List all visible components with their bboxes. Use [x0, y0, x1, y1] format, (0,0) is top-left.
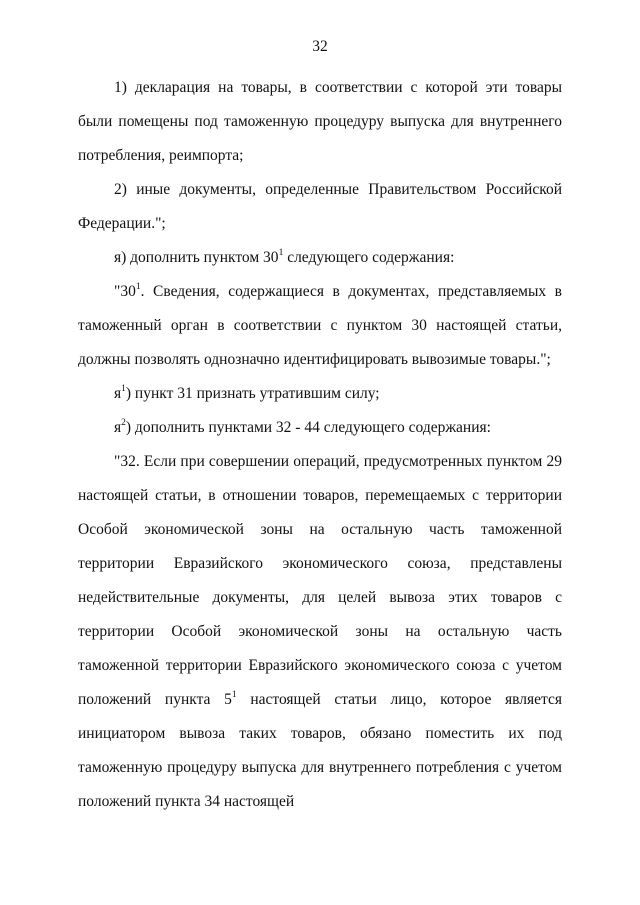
paragraph-clause-32 — [78, 445, 562, 819]
paragraph-text: следующего содержания: — [283, 249, 455, 266]
superscript: 1 — [121, 383, 126, 394]
page-number: 32 — [312, 38, 328, 55]
paragraph-text: "30 — [114, 283, 136, 300]
superscript: 2 — [121, 417, 126, 428]
paragraph-text: ) дополнить пунктами 32 - 44 следующего содержания: — [125, 419, 491, 436]
document-body — [78, 71, 562, 819]
paragraph-amend-30-1 — [78, 241, 562, 275]
paragraph-text: 1) декларация на товары, в соответствии с которой эти товары были помещены под таможенную процедуру выпуска для внутреннего потребления, реимпорта; — [78, 79, 562, 164]
paragraph-text: настоящей статьи лицо, которое является инициатором вывоза таких товаров, обязано поместить их под таможенную процедуру выпуска для внутреннего потребления с учетом положений пункта 34 настоящей — [78, 691, 562, 810]
paragraph-text: "32. Если при совершении операций, предусмотренных пунктом 29 настоящей статьи, в отношении товаров, перемещаемых с территории Особой экономической зоны на остальную часть таможенной территории Евразийского экономического союза, представлены недействительные документы, для целей вывоза этих товаров с территории Особой экономической зоны на остальную часть таможенной территории Евразийского экономического союза с учетом положений пункта 5 — [78, 453, 562, 708]
paragraph-add-32-44 — [78, 411, 562, 445]
superscript: 1 — [231, 689, 237, 700]
superscript: 1 — [135, 281, 141, 292]
paragraph-text: 2) иные документы, определенные Правительством Российской Федерации."; — [78, 181, 562, 232]
paragraph-clause-30-1 — [78, 275, 562, 377]
paragraph-text: я — [114, 385, 122, 402]
paragraph-text: ) пункт 31 признать утратившим силу; — [125, 385, 380, 402]
paragraph-text: я) дополнить пунктом 30 — [114, 249, 279, 266]
superscript: 1 — [278, 247, 284, 258]
paragraph-text: я — [114, 419, 122, 436]
paragraph-repeal-31 — [78, 377, 562, 411]
paragraph-declaration — [78, 71, 562, 173]
paragraph-text: . Сведения, содержащиеся в документах, представляемых в таможенный орган в соответствии с пунктом 30 настоящей статьи, должны позволять однозначно идентифицировать вывозимые товары."; — [78, 283, 562, 368]
paragraph-other-documents — [78, 173, 562, 241]
